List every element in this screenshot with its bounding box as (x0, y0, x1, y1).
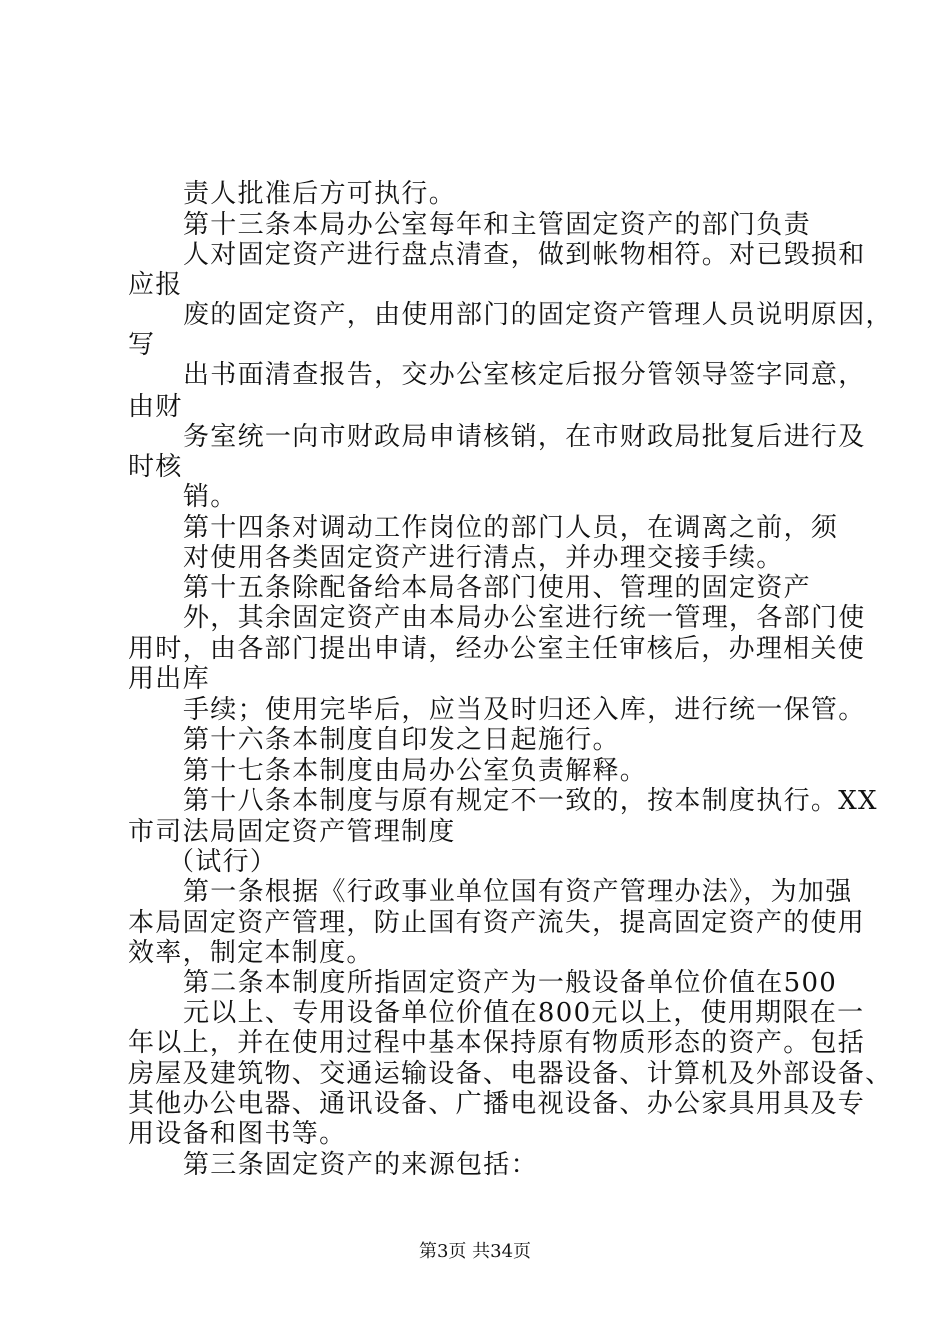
text-line: 第十七条本制度由局办公室负责解释。 (183, 756, 648, 786)
text-line: 手续；使用完毕后，应当及时归还入库，进行统一保管。 (183, 695, 866, 725)
text-line: 出书面清查报告，交办公室核定后报分管领导签字同意， (183, 360, 866, 390)
text-line: 务室统一向市财政局申请核销，在市财政局批复后进行及 (183, 422, 866, 452)
text-line: 第十四条对调动工作岗位的部门人员，在调离之前，须 (183, 513, 839, 543)
text-line: 其他办公电器、通讯设备、广播电视设备、办公家具用具及专 (128, 1089, 866, 1119)
text-line: 第十八条本制度与原有规定不一致的，按本制度执行。XX (183, 786, 878, 816)
text-line: 第十六条本制度自印发之日起施行。 (183, 725, 620, 755)
text-line: 市司法局固定资产管理制度 (128, 817, 456, 847)
text-line: 房屋及建筑物、交通运输设备、电器设备、计算机及外部设备、 (128, 1059, 893, 1089)
text-line: 用时，由各部门提出申请，经办公室主任审核后，办理相关使 (128, 634, 866, 664)
text-line: 对使用各类固定资产进行清点，并办理交接手续。 (183, 543, 784, 573)
text-line: 第二条本制度所指固定资产为一般设备单位价值在500 (183, 968, 838, 998)
text-line: 时核 (128, 452, 183, 482)
text-line: 外，其余固定资产由本局办公室进行统一管理，各部门使 (183, 603, 866, 633)
text-line: 第三条固定资产的来源包括： (183, 1150, 538, 1180)
text-line: 废的固定资产，由使用部门的固定资产管理人员说明原因， (183, 300, 893, 330)
text-line: 用出库 (128, 664, 210, 694)
page-number-footer: 第3页 共34页 (418, 1241, 532, 1262)
text-line: 效率，制定本制度。 (128, 938, 374, 968)
text-line: 元以上、专用设备单位价值在800元以上，使用期限在一 (183, 998, 865, 1028)
text-line: 本局固定资产管理，防止国有资产流失，提高固定资产的使用 (128, 908, 866, 938)
text-line: 第十三条本局办公室每年和主管固定资产的部门负责 (183, 210, 811, 240)
text-line: 应报 (128, 270, 183, 300)
text-line: （试行） (168, 847, 278, 877)
text-line: 人对固定资产进行盘点清查，做到帐物相符。对已毁损和 (183, 240, 866, 270)
text-line: 由财 (128, 392, 183, 422)
text-line: 年以上，并在使用过程中基本保持原有物质形态的资产。包括 (128, 1028, 866, 1058)
text-line: 第十五条除配备给本局各部门使用、管理的固定资产 (183, 573, 811, 603)
text-line: 销。 (183, 482, 238, 512)
text-line: 责人批准后方可执行。 (183, 179, 457, 209)
text-line: 第一条根据《行政事业单位国有资产管理办法》，为加强 (183, 877, 853, 907)
text-line: 用设备和图书等。 (128, 1119, 347, 1149)
text-line: 写 (128, 330, 156, 360)
